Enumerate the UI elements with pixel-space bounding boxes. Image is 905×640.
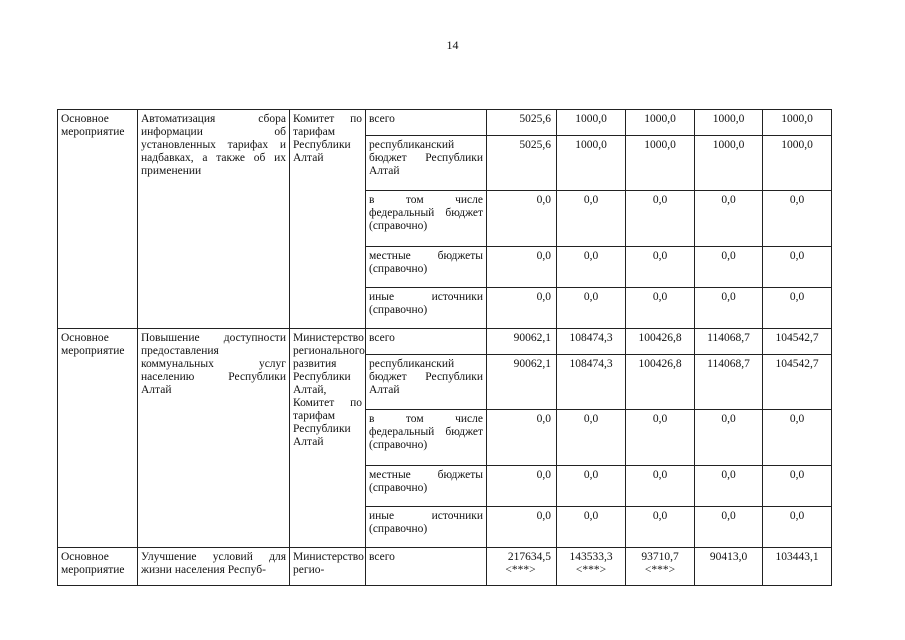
value-cell: 0,0 xyxy=(557,410,626,466)
source-label: в том числе федеральный бюджет (справочно) xyxy=(366,410,487,466)
event-name-cell: Улучшение условий для жизни населения Респуб- xyxy=(138,548,290,586)
value-cell: 104542,7 xyxy=(763,329,832,355)
value-cell: 0,0 xyxy=(487,507,557,548)
value-cell: 103443,1 xyxy=(763,548,832,586)
value-cell: 90062,1 xyxy=(487,329,557,355)
event-name-cell: Автоматизация сбора информации об установленных тарифах и надбавках, а также об их применении xyxy=(138,110,290,329)
table-body xyxy=(58,110,832,586)
value-cell: 90413,0 xyxy=(695,548,763,586)
value-cell: 0,0 xyxy=(695,410,763,466)
value-cell: 0,0 xyxy=(557,507,626,548)
value-cell: 0,0 xyxy=(557,247,626,288)
value-cell: 0,0 xyxy=(487,466,557,507)
value-cell xyxy=(487,548,557,586)
value-cell: 0,0 xyxy=(626,466,695,507)
value-cell: 0,0 xyxy=(763,288,832,329)
executor-cell: Министерство регионального развития Республики Алтай, Комитет по тарифам Республики Алтай xyxy=(290,329,366,548)
value-cell: 1000,0 xyxy=(557,136,626,191)
value-cell: 0,0 xyxy=(695,288,763,329)
value-cell: 0,0 xyxy=(557,191,626,247)
source-label: иные источники (справочно) xyxy=(366,507,487,548)
executor-cell: Комитет по тарифам Республики Алтай xyxy=(290,110,366,329)
value-cell: 0,0 xyxy=(626,410,695,466)
value-cell: 5025,6 xyxy=(487,110,557,136)
footnote-marker: <***> xyxy=(644,564,676,576)
value-cell: 114068,7 xyxy=(695,329,763,355)
footnote-marker: <***> xyxy=(505,564,536,576)
value-cell: 0,0 xyxy=(763,466,832,507)
value-cell: 0,0 xyxy=(695,247,763,288)
value-cell: 108474,3 xyxy=(557,355,626,410)
value-cell: 0,0 xyxy=(626,288,695,329)
source-label: в том числе федеральный бюджет (справочно) xyxy=(366,191,487,247)
table-row xyxy=(58,548,832,586)
value-cell: 1000,0 xyxy=(763,110,832,136)
source-label: всего xyxy=(366,110,487,136)
value-cell: 0,0 xyxy=(487,288,557,329)
value-cell: 0,0 xyxy=(626,247,695,288)
value-cell: 5025,6 xyxy=(487,136,557,191)
value-cell: 0,0 xyxy=(763,507,832,548)
value-cell: 0,0 xyxy=(695,191,763,247)
value-cell: 0,0 xyxy=(626,191,695,247)
value-cell: 0,0 xyxy=(557,288,626,329)
value-cell xyxy=(626,548,695,586)
value-cell: 0,0 xyxy=(763,247,832,288)
executor-cell: Министерство регио- xyxy=(290,548,366,586)
value-cell: 1000,0 xyxy=(626,136,695,191)
source-label: республиканский бюджет Республики Алтай xyxy=(366,136,487,191)
event-name-cell: Повышение доступности предоставления коммунальных услуг населению Республики Алтай xyxy=(138,329,290,548)
table-row xyxy=(58,329,832,355)
value-cell: 0,0 xyxy=(626,507,695,548)
budget-table xyxy=(57,109,832,586)
value-cell: 108474,3 xyxy=(557,329,626,355)
source-label: республиканский бюджет Республики Алтай xyxy=(366,355,487,410)
value-text: 143533,3 xyxy=(569,551,613,563)
source-label: иные источники (справочно) xyxy=(366,288,487,329)
value-text: 93710,7 xyxy=(641,551,679,563)
value-cell: 1000,0 xyxy=(557,110,626,136)
value-cell: 114068,7 xyxy=(695,355,763,410)
value-cell: 0,0 xyxy=(695,466,763,507)
value-cell: 0,0 xyxy=(487,410,557,466)
value-cell: 0,0 xyxy=(487,191,557,247)
footnote-marker: <***> xyxy=(575,564,607,576)
value-cell: 1000,0 xyxy=(695,110,763,136)
value-cell: 1000,0 xyxy=(695,136,763,191)
value-cell xyxy=(557,548,626,586)
value-cell: 0,0 xyxy=(695,507,763,548)
event-type-cell: Основное мероприятие xyxy=(58,548,138,586)
value-cell: 0,0 xyxy=(763,191,832,247)
value-cell: 104542,7 xyxy=(763,355,832,410)
table-row xyxy=(58,110,832,136)
value-cell: 0,0 xyxy=(487,247,557,288)
value-cell: 0,0 xyxy=(763,410,832,466)
source-label: всего xyxy=(366,329,487,355)
value-text: 217634,5 xyxy=(507,551,551,563)
page-number: 14 xyxy=(446,38,459,52)
value-cell: 0,0 xyxy=(557,466,626,507)
source-label: всего xyxy=(366,548,487,586)
event-type-cell: Основное мероприятие xyxy=(58,110,138,329)
source-label: местные бюджеты (справочно) xyxy=(366,247,487,288)
value-cell: 90062,1 xyxy=(487,355,557,410)
value-cell: 1000,0 xyxy=(626,110,695,136)
value-cell: 100426,8 xyxy=(626,355,695,410)
event-type-cell: Основное мероприятие xyxy=(58,329,138,548)
value-cell: 1000,0 xyxy=(763,136,832,191)
source-label: местные бюджеты (справочно) xyxy=(366,466,487,507)
value-cell: 100426,8 xyxy=(626,329,695,355)
